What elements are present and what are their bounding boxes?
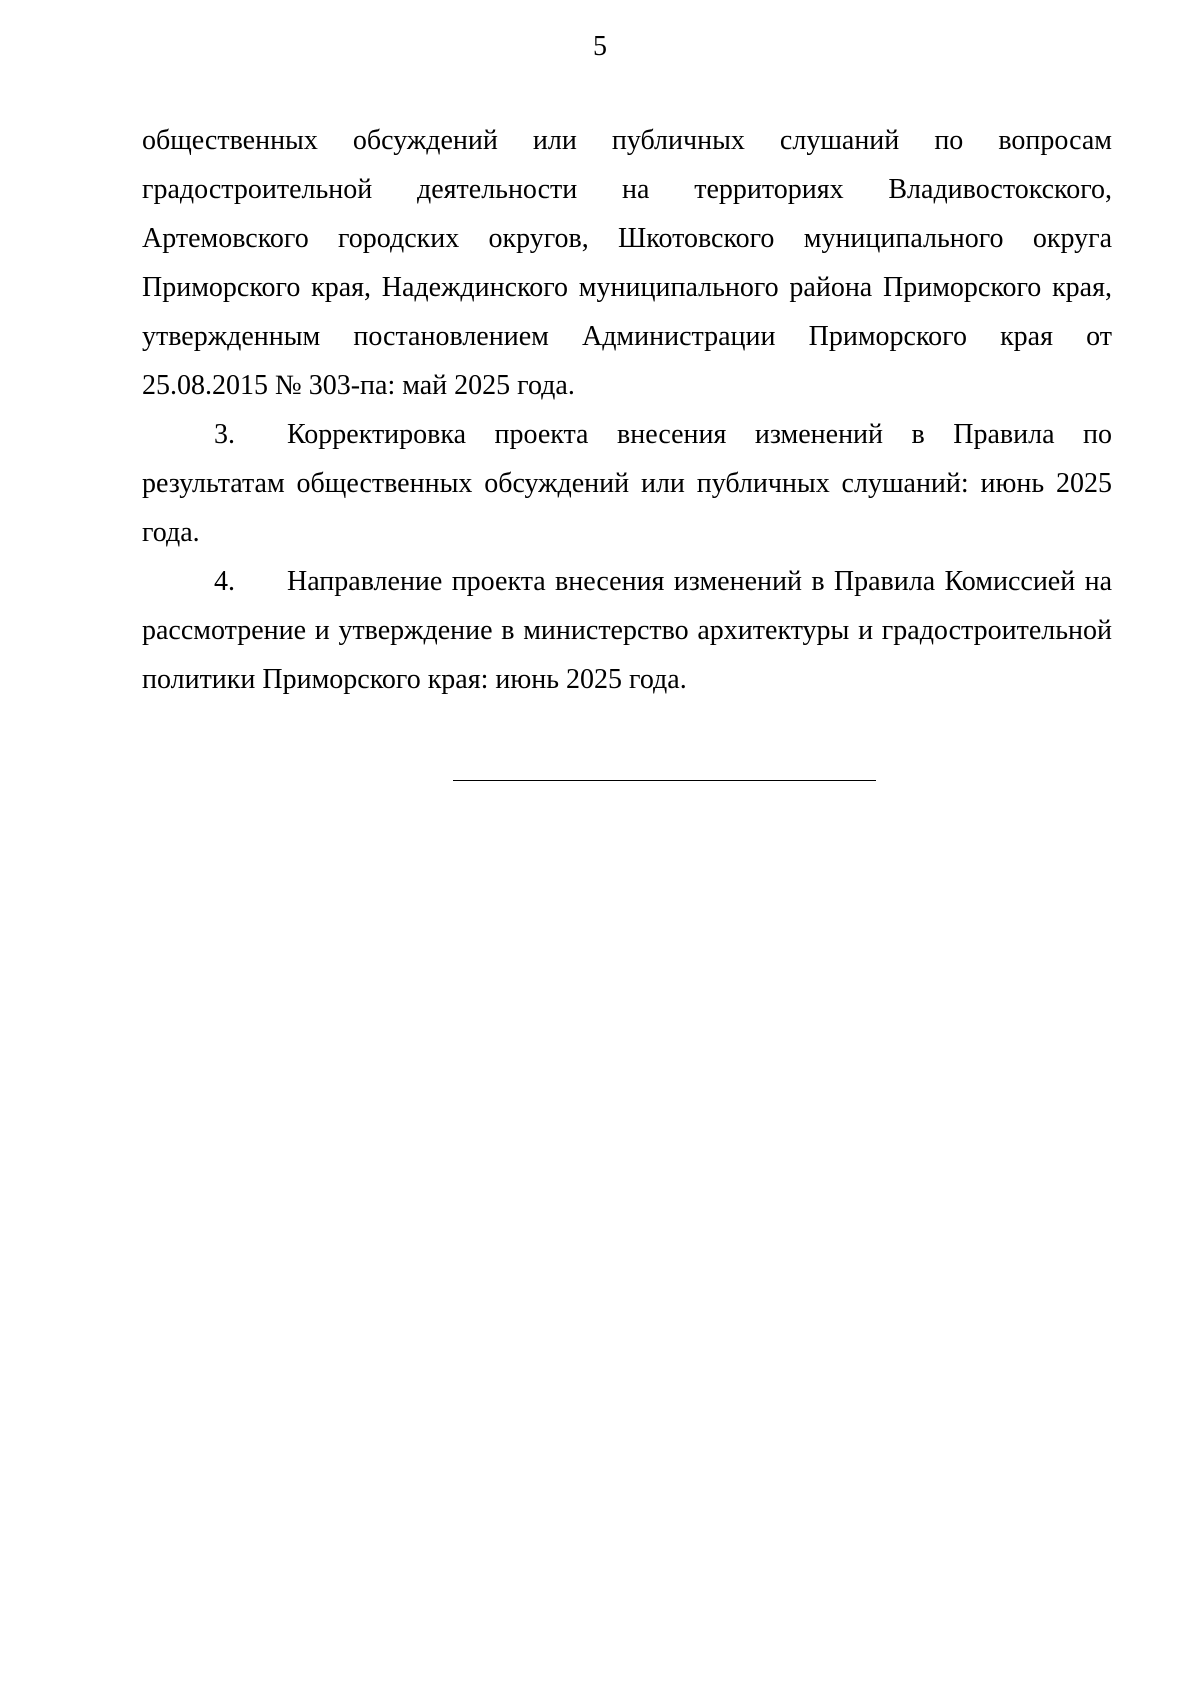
numbered-item-4 bbox=[142, 557, 1112, 704]
item-text: Направление проекта внесения изменений в Правила Комиссией на рассмотрение и утверждение в министерство архитектуры и градостроительной политики Приморского края: июнь 2025 года. bbox=[142, 566, 1112, 695]
item-number: 3. bbox=[214, 419, 235, 450]
continuation-paragraph: общественных обсуждений или публичных слушаний по вопросам градостроительной деятельности на территориях Владивостокского, Артемовского городских округов, Шкотовского муниципального округа Приморского края, Надеждинского муниципального района Приморского края, утвержденным постановлением Администрации Приморского края от 25.08.2015 № 303-па: май 2025 года. bbox=[142, 125, 1112, 401]
item-text: Корректировка проекта внесения изменений в Правила по результатам общественных обсуждений или публичных слушаний: июнь 2025 года. bbox=[142, 419, 1112, 548]
numbered-item-3 bbox=[142, 410, 1112, 557]
page-number: 5 bbox=[593, 31, 607, 62]
end-of-document-rule bbox=[453, 780, 876, 781]
item-number: 4. bbox=[214, 566, 235, 597]
document-body bbox=[142, 116, 1112, 704]
